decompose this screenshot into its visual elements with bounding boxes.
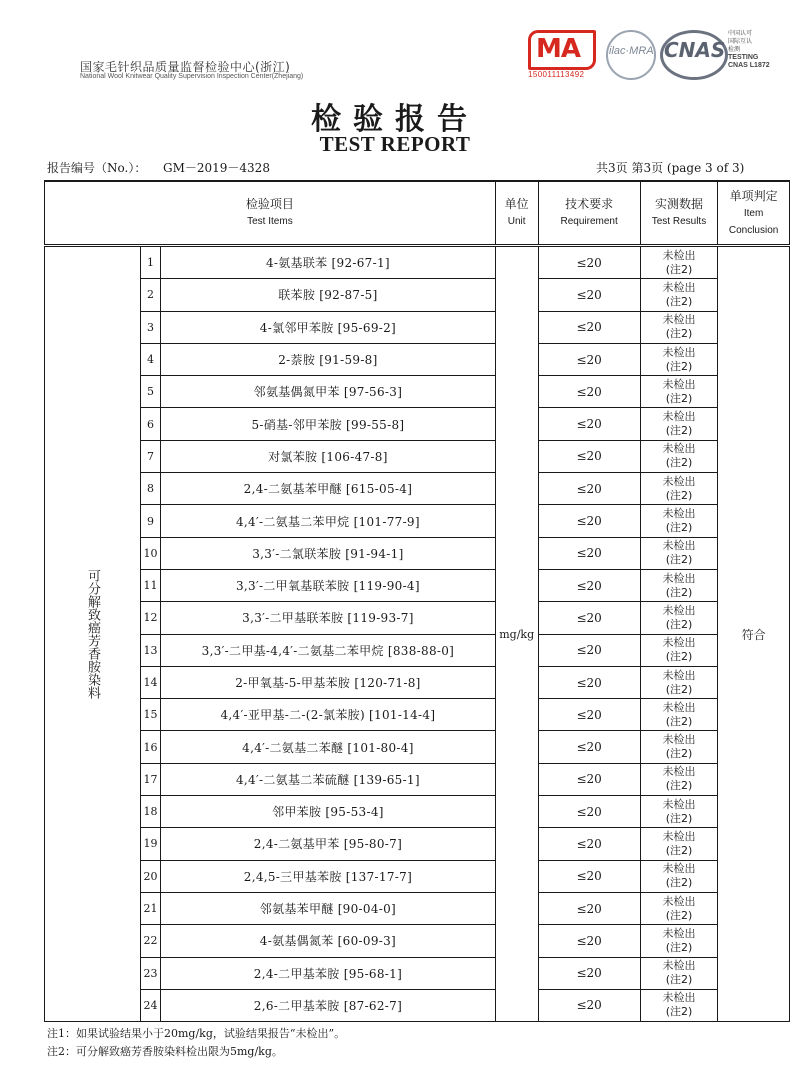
row-number: 10: [141, 537, 161, 569]
test-result-value: 未检出: [662, 668, 696, 682]
table-row: [45, 828, 790, 860]
row-number: 19: [141, 828, 161, 860]
test-result: [640, 796, 717, 828]
test-result-value: 未检出: [662, 345, 696, 359]
report-number-value: GM－2019－4328: [163, 161, 270, 175]
test-result-note-ref: (注2): [665, 359, 693, 373]
report-title-cn: 检验报告: [311, 102, 479, 137]
test-result-value: 未检出: [662, 959, 696, 973]
test-result-note-ref: (注2): [665, 585, 693, 599]
test-result-note-ref: (注2): [665, 811, 693, 825]
test-item-name: 4,4′-二氨基二苯甲烷 [101-77-9]: [161, 505, 496, 537]
test-result-note-ref: (注2): [665, 294, 693, 308]
table-row: [45, 376, 790, 408]
cnas-caption-line: 国际互认: [728, 38, 753, 45]
header-test-items-en: Test Items: [247, 216, 293, 227]
test-item-name: 2-萘胺 [91-59-8]: [161, 343, 496, 375]
test-result-value: 未检出: [662, 733, 696, 747]
table-row: [45, 473, 790, 505]
row-number: 3: [141, 311, 161, 343]
header-unit-cn: 单位: [504, 197, 529, 211]
test-result-note-ref: (注2): [665, 521, 693, 535]
requirement-value: ≤20: [538, 860, 640, 892]
test-result-value: 未检出: [662, 829, 696, 843]
test-result: [640, 989, 717, 1021]
test-item-name: 3,3′-二甲氧基联苯胺 [119-90-4]: [161, 569, 496, 601]
requirement-value: ≤20: [538, 892, 640, 924]
requirement-value: ≤20: [538, 763, 640, 795]
test-result-note-ref: (注2): [665, 262, 693, 276]
test-result: [640, 957, 717, 989]
header-item-conclusion-cn: 单项判定: [729, 188, 778, 203]
test-result-note-ref: (注2): [665, 391, 693, 405]
header-test-items: [45, 181, 496, 246]
test-result-value: 未检出: [662, 797, 696, 811]
cnas-caption-line: 中国认可: [728, 30, 753, 37]
table-row: [45, 505, 790, 537]
table-row: [45, 860, 790, 892]
row-number: 9: [141, 505, 161, 537]
test-result: [640, 440, 717, 472]
row-number: 17: [141, 763, 161, 795]
ma-logo-text: MA: [536, 34, 580, 64]
test-result-note-ref: (注2): [665, 973, 693, 987]
test-item-name: 4-氯邻甲苯胺 [95-69-2]: [161, 311, 496, 343]
test-result-value: 未检出: [662, 313, 696, 327]
table-row: [45, 796, 790, 828]
requirement-value: ≤20: [538, 699, 640, 731]
org-name-cn: 国家毛针织品质量监督检验中心(浙江): [80, 60, 291, 74]
requirement-value: ≤20: [538, 731, 640, 763]
test-result: [640, 763, 717, 795]
header-requirement-cn: 技术要求: [565, 197, 614, 211]
row-number: 15: [141, 699, 161, 731]
requirement-value: ≤20: [538, 666, 640, 698]
report-number-label: 报告编号（No.）：: [47, 161, 147, 175]
row-number: 13: [141, 634, 161, 666]
test-item-name: 3,3′-二氯联苯胺 [91-94-1]: [161, 537, 496, 569]
test-result: [640, 731, 717, 763]
table-row: [45, 279, 790, 311]
requirement-value: ≤20: [538, 796, 640, 828]
row-number: 18: [141, 796, 161, 828]
table-row: [45, 989, 790, 1021]
table-row: [45, 634, 790, 666]
test-result-value: 未检出: [662, 636, 696, 650]
test-result-value: 未检出: [662, 926, 696, 940]
requirement-value: ≤20: [538, 279, 640, 311]
cnas-logo: [660, 28, 724, 76]
test-item-name: 2,4,5-三甲基苯胺 [137-17-7]: [161, 860, 496, 892]
page-indicator: 共3页 第3页 (page 3 of 3): [596, 161, 745, 175]
test-item-name: 4-氨基联苯 [92-67-1]: [161, 246, 496, 279]
row-number: 11: [141, 569, 161, 601]
cnas-caption-line: 检测: [728, 46, 741, 53]
table-row: [45, 699, 790, 731]
test-result-note-ref: (注2): [665, 747, 693, 761]
requirement-value: ≤20: [538, 602, 640, 634]
test-result-note-ref: (注2): [665, 940, 693, 954]
header-unit-en: Unit: [507, 216, 526, 227]
test-item-name: 邻甲苯胺 [95-53-4]: [161, 796, 496, 828]
requirement-value: ≤20: [538, 311, 640, 343]
test-result-value: 未检出: [662, 474, 696, 488]
category-cell: 可分解致癌芳香胺染料: [45, 246, 141, 1022]
test-item-name: 4,4′-二氨基二苯硫醚 [139-65-1]: [161, 763, 496, 795]
test-result-note-ref: (注2): [665, 617, 693, 631]
requirement-value: ≤20: [538, 828, 640, 860]
test-result: [640, 279, 717, 311]
test-result-note-ref: (注2): [665, 488, 693, 502]
test-result-value: 未检出: [662, 571, 696, 585]
test-result-value: 未检出: [662, 507, 696, 521]
test-result-note-ref: (注2): [665, 650, 693, 664]
test-item-name: 4-氨基偶氮苯 [60-09-3]: [161, 925, 496, 957]
test-item-name: 3,3′-二甲基-4,4′-二氨基二苯甲烷 [838-88-0]: [161, 634, 496, 666]
table-row: [45, 731, 790, 763]
test-item-name: 4,4′-二氨基二苯醚 [101-80-4]: [161, 731, 496, 763]
test-result-value: 未检出: [662, 862, 696, 876]
test-item-name: 3,3′-二甲基联苯胺 [119-93-7]: [161, 602, 496, 634]
test-result-value: 未检出: [662, 700, 696, 714]
row-number: 2: [141, 279, 161, 311]
test-item-name: 邻氨基苯甲醚 [90-04-0]: [161, 892, 496, 924]
test-result-value: 未检出: [662, 248, 696, 262]
ilac-logo-text: ilac·MRA: [609, 45, 654, 57]
test-result-note-ref: (注2): [665, 876, 693, 890]
test-result: [640, 569, 717, 601]
test-result: [640, 311, 717, 343]
test-result-note-ref: (注2): [665, 908, 693, 922]
row-number: 14: [141, 666, 161, 698]
table-row: [45, 408, 790, 440]
ma-number: 150011113492: [528, 70, 585, 79]
requirement-value: ≤20: [538, 505, 640, 537]
test-result-note-ref: (注2): [665, 682, 693, 696]
test-result: [640, 860, 717, 892]
test-result-note-ref: (注2): [665, 456, 693, 470]
requirement-value: ≤20: [538, 440, 640, 472]
footnote-1: 注1：如果试验结果小于20mg/kg，试验结果报告“未检出”。: [47, 1027, 346, 1040]
test-result-value: 未检出: [662, 539, 696, 553]
row-number: 12: [141, 602, 161, 634]
test-result-value: 未检出: [662, 603, 696, 617]
row-number: 20: [141, 860, 161, 892]
requirement-value: ≤20: [538, 376, 640, 408]
table-row: [45, 343, 790, 375]
unit-cell: mg/kg: [495, 246, 538, 1022]
table-row: [45, 569, 790, 601]
test-result-value: 未检出: [662, 991, 696, 1005]
table-row: [45, 602, 790, 634]
test-item-name: 2,4-二氨基苯甲醚 [615-05-4]: [161, 473, 496, 505]
cnas-logo-caption: [728, 30, 770, 70]
test-result-value: 未检出: [662, 280, 696, 294]
test-result-note-ref: (注2): [665, 843, 693, 857]
test-result-note-ref: (注2): [665, 424, 693, 438]
header-test-results-en: Test Results: [651, 216, 707, 227]
cnas-caption-line: TESTING: [728, 54, 759, 61]
row-number: 6: [141, 408, 161, 440]
org-name-en: National Wool Knitwear Quality Supervision Inspection Center(Zhejiang): [80, 73, 304, 80]
header-item-conclusion: [718, 181, 790, 246]
table-row: [45, 537, 790, 569]
test-result: [640, 473, 717, 505]
test-result-note-ref: (注2): [665, 714, 693, 728]
test-result: [640, 246, 717, 279]
header-unit: [495, 181, 538, 246]
test-item-name: 2,4-二甲基苯胺 [95-68-1]: [161, 957, 496, 989]
test-result: [640, 892, 717, 924]
requirement-value: ≤20: [538, 957, 640, 989]
test-result: [640, 828, 717, 860]
row-number: 8: [141, 473, 161, 505]
test-result: [640, 537, 717, 569]
test-result: [640, 505, 717, 537]
footnote-2: 注2：可分解致癌芳香胺染料检出限为5mg/kg。: [47, 1045, 283, 1058]
row-number: 16: [141, 731, 161, 763]
test-result-value: 未检出: [662, 894, 696, 908]
header-requirement: [538, 181, 640, 246]
test-result: [640, 699, 717, 731]
cnas-caption-line: CNAS L1872: [728, 62, 770, 69]
test-result: [640, 925, 717, 957]
requirement-value: ≤20: [538, 989, 640, 1021]
test-result: [640, 376, 717, 408]
row-number: 5: [141, 376, 161, 408]
test-result: [640, 343, 717, 375]
test-result-value: 未检出: [662, 765, 696, 779]
test-result-note-ref: (注2): [665, 553, 693, 567]
requirement-value: ≤20: [538, 569, 640, 601]
test-item-name: 4,4′-亚甲基-二-(2-氯苯胺) [101-14-4]: [161, 699, 496, 731]
test-item-name: 2,4-二氨基甲苯 [95-80-7]: [161, 828, 496, 860]
requirement-value: ≤20: [538, 343, 640, 375]
row-number: 1: [141, 246, 161, 279]
test-result: [640, 666, 717, 698]
header-requirement-en: Requirement: [560, 216, 618, 227]
test-item-name: 5-硝基-邻甲苯胺 [99-55-8]: [161, 408, 496, 440]
header-test-results: [640, 181, 717, 246]
row-number: 7: [141, 440, 161, 472]
requirement-value: ≤20: [538, 246, 640, 279]
test-item-name: 邻氨基偶氮甲苯 [97-56-3]: [161, 376, 496, 408]
requirement-value: ≤20: [538, 408, 640, 440]
row-number: 23: [141, 957, 161, 989]
header-test-results-cn: 实测数据: [654, 197, 703, 211]
test-result-note-ref: (注2): [665, 1005, 693, 1019]
table-header-row: [45, 181, 790, 246]
table-row: [45, 246, 790, 279]
test-result: [640, 634, 717, 666]
cnas-logo-text: CNAS: [664, 38, 726, 62]
header-test-items-cn: 检验项目: [245, 197, 294, 211]
test-result-value: 未检出: [662, 377, 696, 391]
table-row: [45, 666, 790, 698]
table-row: [45, 440, 790, 472]
ilac-mra-logo: [606, 30, 656, 80]
test-result-note-ref: (注2): [665, 327, 693, 341]
ma-logo: [528, 30, 594, 80]
row-number: 21: [141, 892, 161, 924]
table-row: [45, 311, 790, 343]
test-item-name: 2,6-二甲基苯胺 [87-62-7]: [161, 989, 496, 1021]
requirement-value: ≤20: [538, 473, 640, 505]
requirement-value: ≤20: [538, 537, 640, 569]
test-item-name: 对氯苯胺 [106-47-8]: [161, 440, 496, 472]
requirement-value: ≤20: [538, 925, 640, 957]
test-result: [640, 602, 717, 634]
test-results-table: [44, 180, 790, 1022]
table-row: [45, 892, 790, 924]
test-result-note-ref: (注2): [665, 779, 693, 793]
requirement-value: ≤20: [538, 634, 640, 666]
table-row: [45, 763, 790, 795]
test-result-value: 未检出: [662, 410, 696, 424]
test-result-value: 未检出: [662, 442, 696, 456]
test-result: [640, 408, 717, 440]
row-number: 22: [141, 925, 161, 957]
table-row: [45, 925, 790, 957]
row-number: 24: [141, 989, 161, 1021]
row-number: 4: [141, 343, 161, 375]
header-item-conclusion-en: Item Conclusion: [728, 207, 779, 236]
conclusion-cell: 符合: [718, 246, 790, 1022]
table-row: [45, 957, 790, 989]
test-item-name: 2-甲氧基-5-甲基苯胺 [120-71-8]: [161, 666, 496, 698]
test-item-name: 联苯胺 [92-87-5]: [161, 279, 496, 311]
report-title-en: TEST REPORT: [319, 132, 471, 156]
